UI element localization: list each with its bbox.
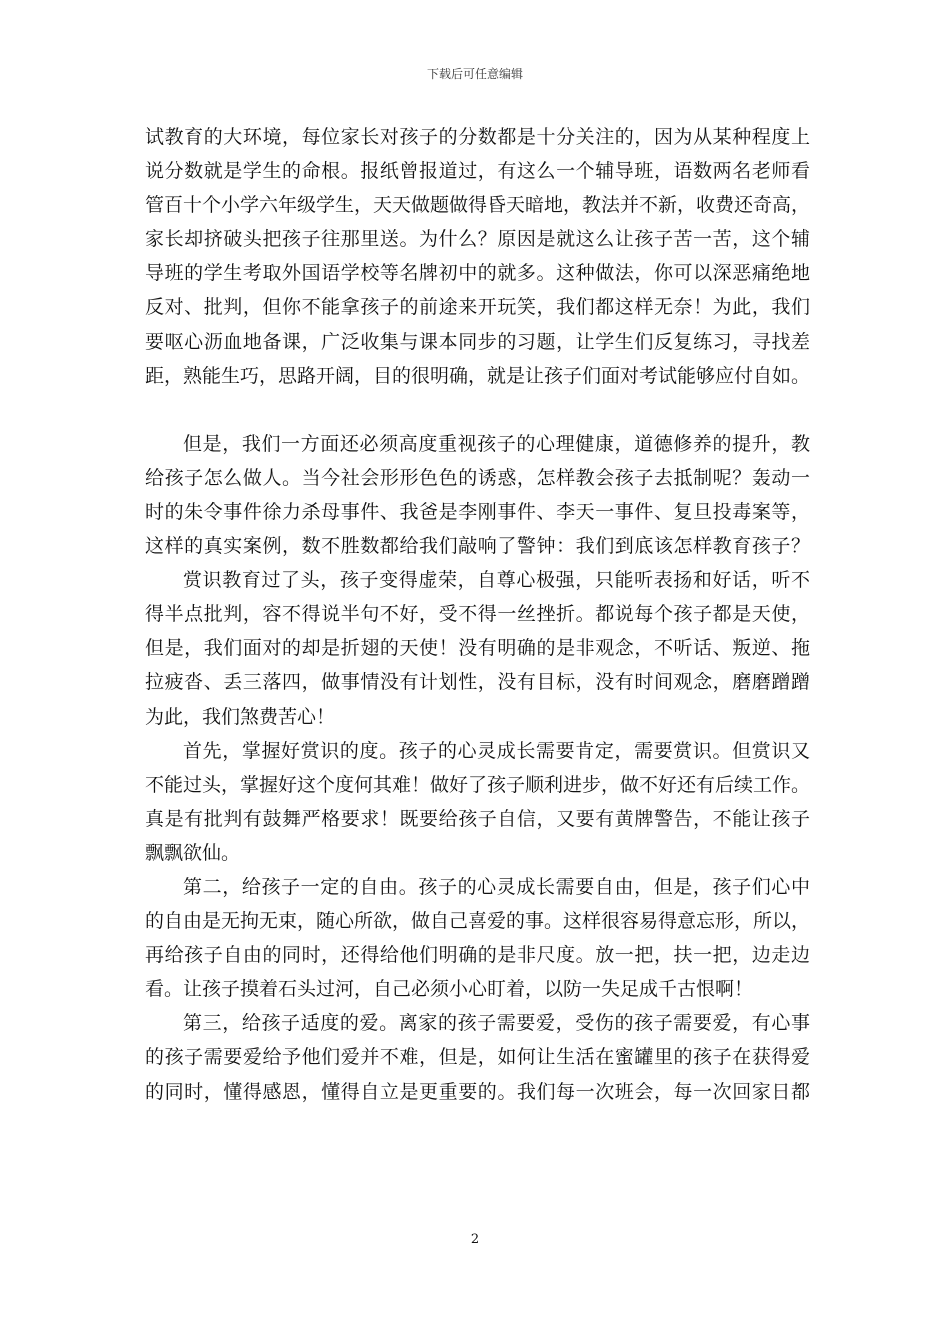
text-line: 反对、批判，但你不能拿孩子的前途来开玩笑，我们都这样无奈！为此，我们	[145, 296, 810, 319]
text-line: 的孩子需要爱给予他们爱并不难，但是，如何让生活在蜜罐里的孩子在获得爱	[145, 1046, 810, 1069]
text-line: 不能过头，掌握好这个度何其难！做好了孩子顺利进步，做不好还有后续工作。	[145, 773, 811, 796]
text-line: 第二，给孩子一定的自由。孩子的心灵成长需要自由，但是，孩子们心中	[183, 875, 810, 898]
text-line: 试教育的大环境，每位家长对孩子的分数都是十分关注的，因为从某种程度上	[145, 126, 810, 148]
text-line: 首先，掌握好赏识的度。孩子的心灵成长需要肯定，需要赏识。但赏识又	[183, 739, 810, 762]
paragraph	[145, 563, 810, 733]
document-body	[145, 120, 810, 1109]
paragraph	[145, 734, 810, 870]
text-line: 家长却挤破头把孩子往那里送。为什么？原因是就这么让孩子苦一苦，这个辅	[145, 228, 810, 251]
text-line: 的同时，懂得感恩，懂得自立是更重要的。我们每一次班会，每一次回家日都	[145, 1080, 810, 1103]
text-line: 第三，给孩子适度的爱。离家的孩子需要爱，受伤的孩子需要爱，有心事	[183, 1012, 810, 1035]
paragraph	[145, 1006, 810, 1108]
text-line: 得半点批判，容不得说半句不好，受不得一丝挫折。都说每个孩子都是天使，	[145, 603, 810, 626]
text-line: 这样的真实案例，数不胜数都给我们敲响了警钟：我们到底该怎样教育孩子？	[145, 535, 810, 558]
text-line: 要呕心沥血地备课，广泛收集与课本同步的习题，让学生们反复练习，寻找差	[145, 330, 810, 353]
text-line: 飘飘欲仙。	[145, 841, 241, 864]
text-line: 赏识教育过了头，孩子变得虚荣，自尊心极强，只能听表扬和好话，听不	[183, 569, 810, 592]
text-line: 看。让孩子摸着石头过河，自己必须小心盯着，以防一失足成千古恨啊！	[145, 978, 754, 1001]
page-number: 2	[470, 1232, 480, 1247]
text-line: 但是，我们面对的却是折翅的天使！没有明确的是非观念，不听话、叛逆、拖	[145, 637, 810, 660]
text-line: 管百十个小学六年级学生，天天做题做得昏天暗地，教法并不新，收费还奇高，	[145, 194, 811, 217]
paragraph	[145, 427, 810, 563]
text-line: 给孩子怎么做人。当今社会形形色色的诱惑，怎样教会孩子去抵制呢？轰动一	[145, 466, 810, 489]
page-header: 下载后可任意编辑	[426, 67, 523, 81]
text-line: 真是有批判有鼓舞严格要求！既要给孩子自信，又要有黄牌警告，不能让孩子	[145, 807, 810, 830]
text-line: 导班的学生考取外国语学校等名牌初中的就多。这种做法，你可以深恶痛绝地	[145, 262, 810, 285]
text-line: 但是，我们一方面还必须高度重视孩子的心理健康，道德修养的提升，教	[183, 432, 810, 455]
text-line: 说分数就是学生的命根。报纸曾报道过，有这么一个辅导班，语数两名老师看	[145, 160, 810, 183]
text-line: 时的朱令事件徐力杀母事件、我爸是李刚事件、李天一事件、复旦投毒案等，	[145, 500, 810, 523]
text-line: 距，熟能生巧，思路开阔，目的很明确，就是让孩子们面对考试能够应付自如。	[145, 364, 811, 387]
text-line: 为此，我们煞费苦心！	[145, 705, 336, 728]
text-line: 再给孩子自由的同时，还得给他们明确的是非尺度。放一把，扶一把，边走边	[145, 944, 810, 967]
text-line: 的自由是无拘无束，随心所欲，做自己喜爱的事。这样很容易得意忘形，所以，	[145, 910, 811, 933]
text-line: 拉疲沓、丢三落四，做事情没有计划性，没有目标，没有时间观念，磨磨蹭蹭	[145, 671, 810, 694]
paragraph-gap	[145, 393, 810, 427]
paragraph	[145, 870, 810, 1006]
paragraph	[145, 120, 810, 393]
